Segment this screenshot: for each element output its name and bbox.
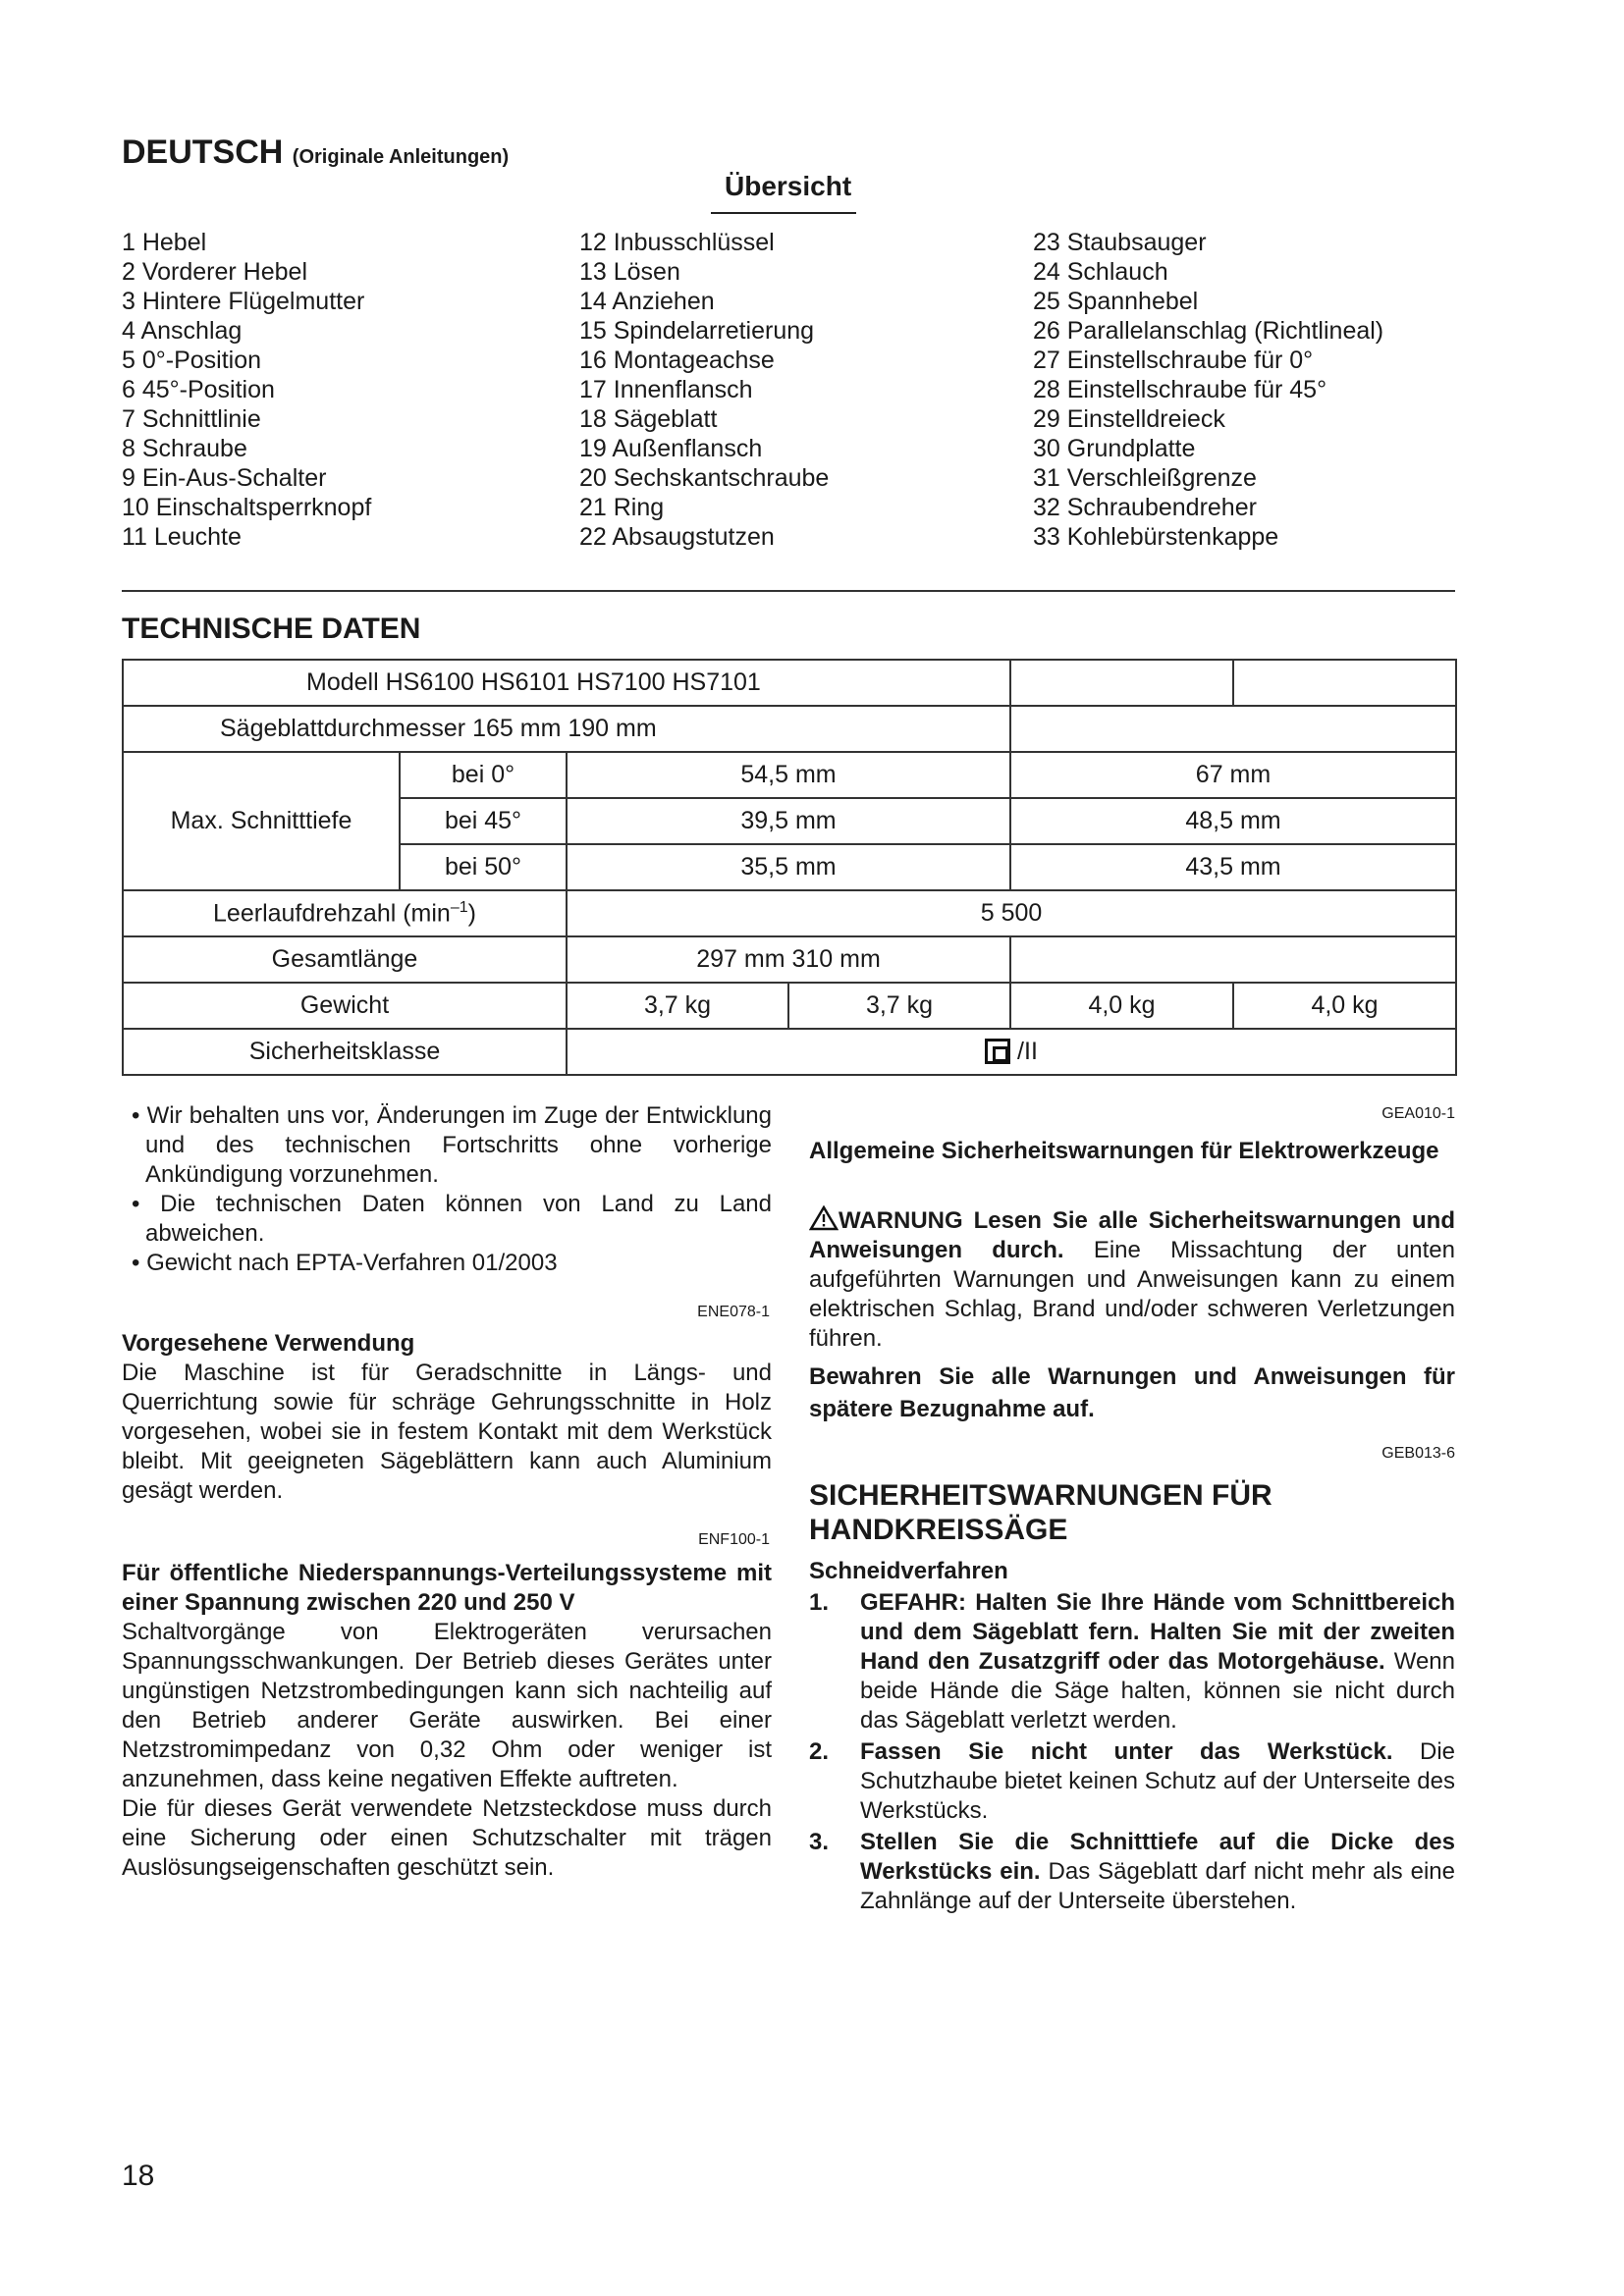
low-voltage-text-2: Die für dieses Gerät verwendete Netzsteckdose muss durch eine Sicherung oder einen Schutzschalter mit trägen Auslösungseigenschaften geschützt sein. [122, 1795, 772, 1881]
spec-row-model [123, 660, 1456, 706]
cut-small: 35,5 mm [567, 844, 1010, 890]
step-item [809, 1737, 1455, 1826]
max-cut-label: Max. Schnitttiefe [123, 752, 400, 890]
page-number: 18 [122, 2160, 155, 2192]
note-item: • Gewicht nach EPTA-Verfahren 01/2003 [132, 1250, 558, 1276]
part-item: 14 Anziehen [579, 288, 715, 315]
weight-value: 3,7 kg [567, 983, 788, 1029]
section-divider [122, 590, 1455, 592]
class-value-text: /II [1017, 1038, 1038, 1065]
low-voltage-title: Für öffentliche Niederspannungs-Verteilungssysteme mit einer Spannung zwischen 220 und 250 V [122, 1560, 772, 1616]
class-value [567, 1029, 1456, 1075]
saw-safety-title: SICHERHEITSWARNUNGEN FÜR HANDKREISSÄGE [809, 1479, 1272, 1546]
part-item: 1 Hebel [122, 229, 207, 256]
part-item: 12 Inbusschlüssel [579, 229, 775, 256]
language-title: DEUTSCH [122, 133, 284, 171]
part-item: 25 Spannhebel [1033, 288, 1199, 315]
low-voltage-code: ENF100-1 [698, 1531, 770, 1548]
overview-title: Übersicht [725, 171, 852, 201]
spec-row-idle [123, 890, 1456, 936]
part-item: 16 Montageachse [579, 347, 775, 374]
tech-data-heading: TECHNISCHE DATEN [122, 613, 421, 645]
part-item: 18 Sägeblatt [579, 405, 718, 433]
part-item: 17 Innenflansch [579, 376, 753, 403]
length-value: 297 mm 310 mm [567, 936, 1010, 983]
idle-exponent: –1 [450, 898, 468, 916]
idle-label [123, 890, 567, 936]
step-text: Das Sägeblatt darf nicht mehr als eine Zahnlänge auf der Unterseite überstehen. [860, 1858, 1455, 1914]
part-item: 22 Absaugstutzen [579, 523, 775, 551]
part-item: 30 Grundplatte [1033, 435, 1196, 462]
part-item: 23 Staubsauger [1033, 229, 1207, 256]
part-item: 15 Spindelarretierung [579, 317, 815, 345]
weight-value: 4,0 kg [1233, 983, 1456, 1029]
step-item [809, 1588, 1455, 1735]
step-text: Die Schutzhaube bietet keinen Schutz auf der Unterseite des Werkstücks. [860, 1738, 1456, 1824]
general-safety-code: GEA010-1 [1381, 1105, 1455, 1122]
cut-small: 39,5 mm [567, 798, 1010, 844]
step-text: Wenn beide Hände die Säge halten, können sie nicht durch das Sägeblatt verletzt werden. [860, 1648, 1455, 1734]
blade-cell: Sägeblattdurchmesser 165 mm 190 mm [123, 706, 1010, 752]
intended-use-text: Die Maschine ist für Geradschnitte in Längs- und Querrichtung sowie für schräge Gehrungsschnitte in Holz vorgesehen, wobei sie in festem Kontakt mit dem Werkstück bleibt. Mit geeigneten Sägeblättern kann auch Aluminium gesägt werden. [122, 1360, 772, 1504]
keep-instructions: Bewahren Sie alle Warnungen und Anweisungen für spätere Bezugnahme auf. [809, 1363, 1455, 1422]
spec-row-blade [123, 706, 1456, 752]
empty-cell [1233, 660, 1456, 706]
spec-row-class [123, 1029, 1456, 1075]
warning-lead: WARNUNG Lesen Sie alle Sicherheitswarnungen und Anweisungen durch. [809, 1207, 1455, 1263]
step-bold: GEFAHR: Halten Sie Ihre Hände vom Schnittbereich und dem Sägeblatt fern. Halten Sie mit der zweiten Hand den Zusatzgriff oder das Motorgehäuse. [860, 1589, 1455, 1675]
part-item: 32 Schraubendreher [1033, 494, 1257, 521]
part-item: 33 Kohlebürstenkappe [1033, 523, 1279, 551]
length-label: Gesamtlänge [123, 936, 567, 983]
part-item: 26 Parallelanschlag (Richtlineal) [1033, 317, 1384, 345]
cut-angle: bei 45° [400, 798, 567, 844]
saw-safety-subtitle: Schneidverfahren [809, 1558, 1008, 1584]
language-heading [122, 133, 509, 172]
note-item: • Die technischen Daten können von Land zu Land abweichen. [132, 1191, 772, 1247]
saw-safety-steps [809, 1588, 1455, 1918]
step-number: 2. [809, 1738, 830, 1765]
step-bold: Fassen Sie nicht unter das Werkstück. [860, 1738, 1393, 1765]
part-item: 29 Einstelldreieck [1033, 405, 1225, 433]
idle-label-text: Leerlaufdrehzahl (min [213, 899, 451, 928]
idle-value: 5 500 [567, 890, 1456, 936]
spec-row-length [123, 936, 1456, 983]
part-item: 19 Außenflansch [579, 435, 763, 462]
step-item [809, 1828, 1455, 1916]
idle-close: ) [467, 899, 476, 928]
step-bold: Stellen Sie die Schnitttiefe auf die Dicke des Werkstücks ein. [860, 1829, 1455, 1885]
part-item: 20 Sechskantschraube [579, 464, 830, 492]
general-safety-title: Allgemeine Sicherheitswarnungen für Elektrowerkzeuge [809, 1138, 1439, 1164]
spec-row-cut [123, 752, 1456, 798]
cut-large: 67 mm [1010, 752, 1456, 798]
class-label: Sicherheitsklasse [123, 1029, 567, 1075]
cut-angle: bei 0° [400, 752, 567, 798]
cut-angle: bei 50° [400, 844, 567, 890]
cut-large: 43,5 mm [1010, 844, 1456, 890]
parts-column-2 [579, 228, 1011, 552]
step-number: 1. [809, 1589, 830, 1616]
part-item: 10 Einschaltsperrknopf [122, 494, 372, 521]
part-item: 24 Schlauch [1033, 258, 1168, 286]
warning-paragraph [809, 1205, 1455, 1354]
saw-safety-code: GEB013-6 [1381, 1445, 1455, 1462]
cut-large: 48,5 mm [1010, 798, 1456, 844]
cut-small: 54,5 mm [567, 752, 1010, 798]
low-voltage-text: Schaltvorgänge von Elektrogeräten verursachen Spannungsschwankungen. Der Betrieb dieses Gerätes unter ungünstigen Netzstrombedingungen kann sich nachteilig auf den Betrieb anderer Geräte auswirken. Bei einer Netzstromimpedanz von 0,32 Ohm oder weniger ist anzunehmen, dass keine negativen Effekte auftreten. [122, 1619, 772, 1792]
part-item: 11 Leuchte [122, 523, 242, 551]
empty-cell [1010, 706, 1456, 752]
part-item: 7 Schnittlinie [122, 405, 261, 433]
part-item: 9 Ein-Aus-Schalter [122, 464, 327, 492]
part-item: 13 Lösen [579, 258, 680, 286]
model-cell: Modell HS6100 HS6101 HS7100 HS7101 [123, 660, 1010, 706]
intended-use-title: Vorgesehene Verwendung [122, 1330, 415, 1357]
warning-text: Eine Missachtung der unten aufgeführten Warnungen und Anweisungen kann zu einem elektrischen Schlag, Brand und/oder schweren Verletzungen führen. [809, 1237, 1456, 1352]
part-item: 6 45°-Position [122, 376, 275, 403]
step-number: 3. [809, 1829, 830, 1855]
empty-cell [1010, 936, 1456, 983]
part-item: 3 Hintere Flügelmutter [122, 288, 365, 315]
part-item: 4 Anschlag [122, 317, 243, 345]
part-item: 2 Vorderer Hebel [122, 258, 308, 286]
spec-notes [122, 1101, 772, 1278]
spec-table [122, 659, 1457, 1076]
spec-row-weight [123, 983, 1456, 1029]
parts-column-3 [1033, 228, 1455, 552]
intended-use-code: ENE078-1 [697, 1304, 770, 1320]
part-item: 5 0°-Position [122, 347, 262, 374]
part-item: 28 Einstellschraube für 45° [1033, 376, 1327, 403]
part-item: 31 Verschleißgrenze [1033, 464, 1257, 492]
part-item: 8 Schraube [122, 435, 247, 462]
part-item: 21 Ring [579, 494, 665, 521]
weight-value: 3,7 kg [788, 983, 1010, 1029]
note-item: • Wir behalten uns vor, Änderungen im Zuge der Entwicklung und des technischen Fortschritts ohne vorherige Ankündigung vorzunehmen. [132, 1102, 772, 1188]
overview-underline [711, 212, 856, 214]
warning-triangle-icon [809, 1205, 839, 1231]
part-item: 27 Einstellschraube für 0° [1033, 347, 1314, 374]
language-note: (Originale Anleitungen) [292, 146, 510, 168]
double-insulation-icon [985, 1039, 1010, 1064]
weight-label: Gewicht [123, 983, 567, 1029]
weight-value: 4,0 kg [1010, 983, 1233, 1029]
empty-cell [1010, 660, 1233, 706]
parts-column-1 [122, 228, 564, 552]
